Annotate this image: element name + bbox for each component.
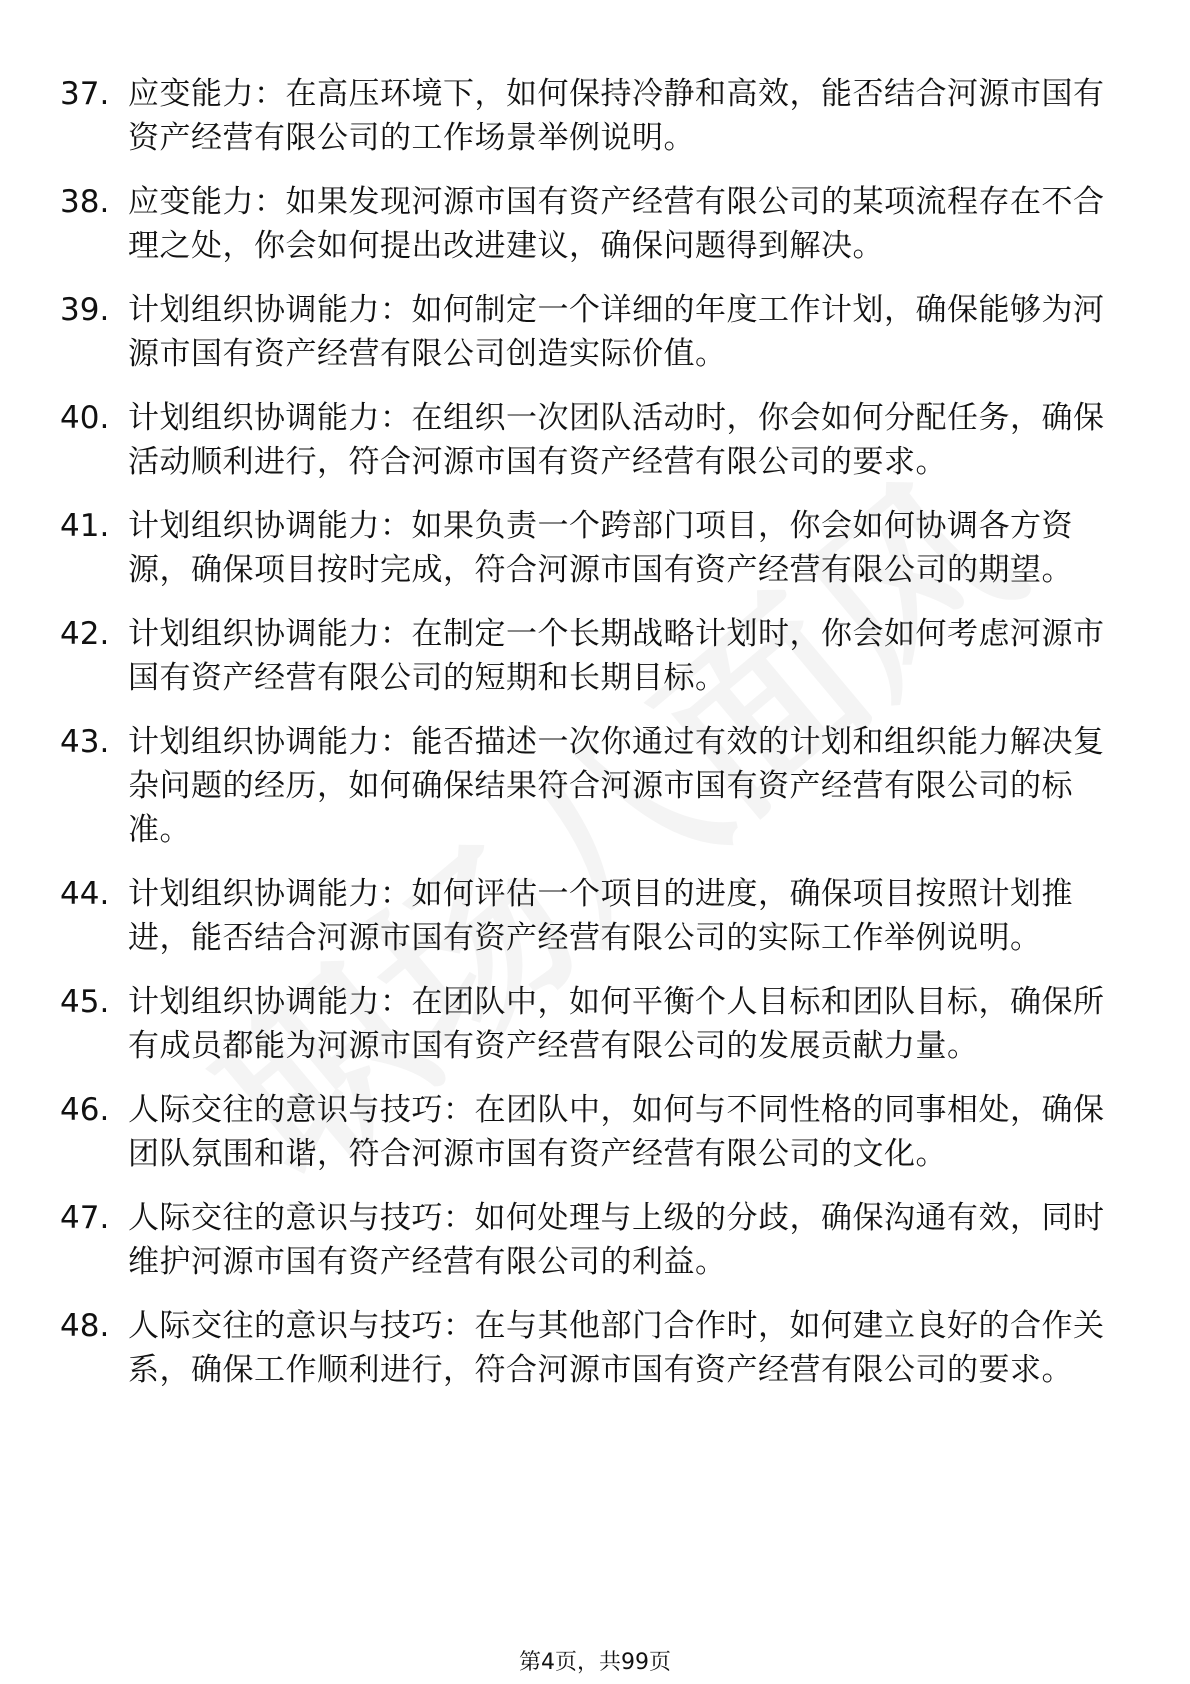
question-text: 计划组织协调能力：在制定一个长期战略计划时，你会如何考虑河源市国有资产经营有限公司的短期和长期目标。 [128, 616, 1105, 696]
question-number: 39. [60, 292, 110, 328]
question-text: 人际交往的意识与技巧：在与其他部门合作时，如何建立良好的合作关系，确保工作顺利进行，符合河源市国有资产经营有限公司的要求。 [128, 1308, 1105, 1388]
question-text: 计划组织协调能力：在团队中，如何平衡个人目标和团队目标，确保所有成员都能为河源市国有资产经营有限公司的发展贡献力量。 [128, 984, 1105, 1064]
question-text: 计划组织协调能力：在组织一次团队活动时，你会如何分配任务，确保活动顺利进行，符合河源市国有资产经营有限公司的要求。 [128, 400, 1105, 480]
question-item [60, 1196, 1120, 1284]
question-number: 44. [60, 876, 110, 912]
question-number: 37. [60, 76, 110, 112]
question-number: 45. [60, 984, 110, 1020]
question-item [60, 180, 1120, 268]
question-item [60, 612, 1120, 700]
question-item [60, 504, 1120, 592]
question-text: 计划组织协调能力：能否描述一次你通过有效的计划和组织能力解决复杂问题的经历，如何确保结果符合河源市国有资产经营有限公司的标准。 [128, 724, 1105, 848]
question-number: 48. [60, 1308, 110, 1344]
question-number: 42. [60, 616, 110, 652]
question-item [60, 872, 1120, 960]
question-number: 38. [60, 184, 110, 220]
question-list [60, 72, 1120, 1392]
question-list-container [60, 72, 1120, 1412]
question-text: 计划组织协调能力：如何评估一个项目的进度，确保项目按照计划推进，能否结合河源市国有资产经营有限公司的实际工作举例说明。 [128, 876, 1073, 956]
question-item [60, 72, 1120, 160]
question-number: 43. [60, 724, 110, 760]
question-text: 应变能力：在高压环境下，如何保持冷静和高效，能否结合河源市国有资产经营有限公司的工作场景举例说明。 [128, 76, 1105, 156]
page-footer [0, 1645, 1190, 1676]
question-text: 应变能力：如果发现河源市国有资产经营有限公司的某项流程存在不合理之处，你会如何提出改进建议，确保问题得到解决。 [128, 184, 1105, 264]
question-text: 计划组织协调能力：如果负责一个跨部门项目，你会如何协调各方资源，确保项目按时完成，符合河源市国有资产经营有限公司的期望。 [128, 508, 1073, 588]
question-item [60, 1304, 1120, 1392]
question-text: 人际交往的意识与技巧：如何处理与上级的分歧，确保沟通有效，同时维护河源市国有资产经营有限公司的利益。 [128, 1200, 1105, 1280]
question-item [60, 980, 1120, 1068]
question-item [60, 396, 1120, 484]
question-number: 46. [60, 1092, 110, 1128]
question-number: 40. [60, 400, 110, 436]
question-item [60, 288, 1120, 376]
question-item [60, 1088, 1120, 1176]
question-text: 人际交往的意识与技巧：在团队中，如何与不同性格的同事相处，确保团队氛围和谐，符合河源市国有资产经营有限公司的文化。 [128, 1092, 1105, 1172]
question-item [60, 720, 1120, 852]
question-text: 计划组织协调能力：如何制定一个详细的年度工作计划，确保能够为河源市国有资产经营有限公司创造实际价值。 [128, 292, 1105, 372]
question-number: 47. [60, 1200, 110, 1236]
question-number: 41. [60, 508, 110, 544]
page-number-label: 第4页，共99页 [519, 1650, 671, 1675]
